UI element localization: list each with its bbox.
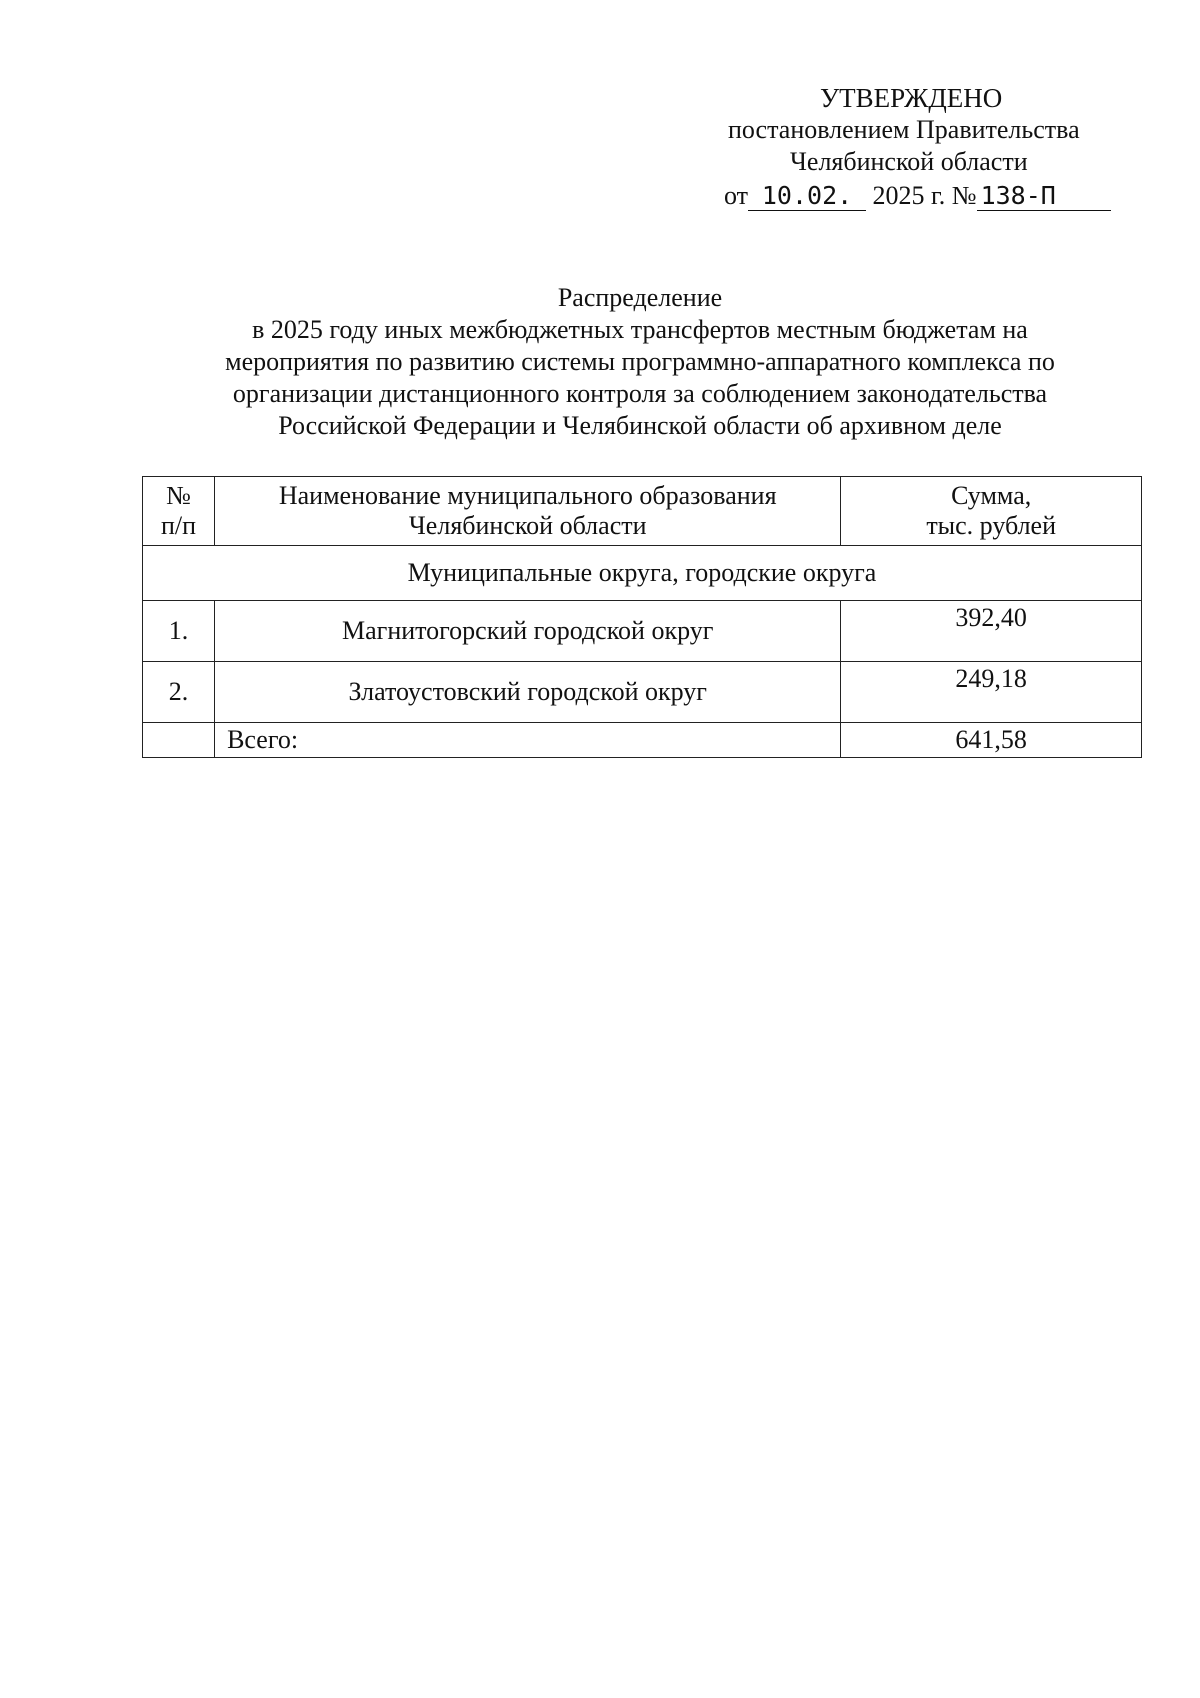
section-row <box>143 546 1142 601</box>
row-name: Магнитогорский городской округ <box>215 601 841 662</box>
approval-heading: УТВЕРЖДЕНО <box>820 83 1003 113</box>
header-num-line-2: п/п <box>161 511 197 540</box>
header-name <box>215 477 841 546</box>
row-name: Златоустовский городской округ <box>215 662 841 723</box>
row-sum: 249,18 <box>841 662 1142 723</box>
header-num <box>143 477 215 546</box>
total-sum: 641,58 <box>841 723 1142 758</box>
table-row <box>143 601 1142 662</box>
title-line-4: организации дистанционного контроля за соблюдением законодательства <box>232 379 1048 408</box>
title-line-1: Распределение <box>557 283 723 312</box>
approval-region: Челябинской области <box>790 147 1028 176</box>
total-num <box>143 723 215 758</box>
header-sum-line-2: тыс. рублей <box>926 511 1057 540</box>
row-num: 1. <box>143 601 215 662</box>
distribution-table <box>142 476 1142 758</box>
approval-block <box>700 82 1120 212</box>
header-name-line-2: Челябинской области <box>408 511 647 540</box>
approval-dateline <box>700 180 1120 212</box>
row-num: 2. <box>143 662 215 723</box>
approval-number-field: 138-П <box>977 182 1111 211</box>
row-sum: 392,40 <box>841 601 1142 662</box>
title-line-5: Российской Федерации и Челябинской области об архивном деле <box>278 411 1002 440</box>
header-sum <box>841 477 1142 546</box>
year-suffix: 2025 г. № <box>872 181 977 210</box>
header-sum-line-1: Сумма, <box>951 481 1032 510</box>
approval-date-field: 10.02. <box>748 182 866 211</box>
date-prefix: от <box>724 181 749 210</box>
document-title <box>130 282 1150 442</box>
table-header-row <box>143 477 1142 546</box>
header-name-line-1: Наименование муниципального образования <box>278 481 777 510</box>
approval-authority: постановлением Правительства <box>728 115 1080 144</box>
section-label: Муниципальные округа, городские округа <box>143 546 1142 601</box>
title-line-3: мероприятия по развитию системы программно-аппаратного комплекса по <box>225 347 1055 376</box>
table-row <box>143 662 1142 723</box>
total-label: Всего: <box>215 723 841 758</box>
total-row <box>143 723 1142 758</box>
header-num-line-1: № <box>166 481 191 510</box>
title-line-2: в 2025 году иных межбюджетных трансфертов местным бюджетам на <box>252 315 1028 344</box>
